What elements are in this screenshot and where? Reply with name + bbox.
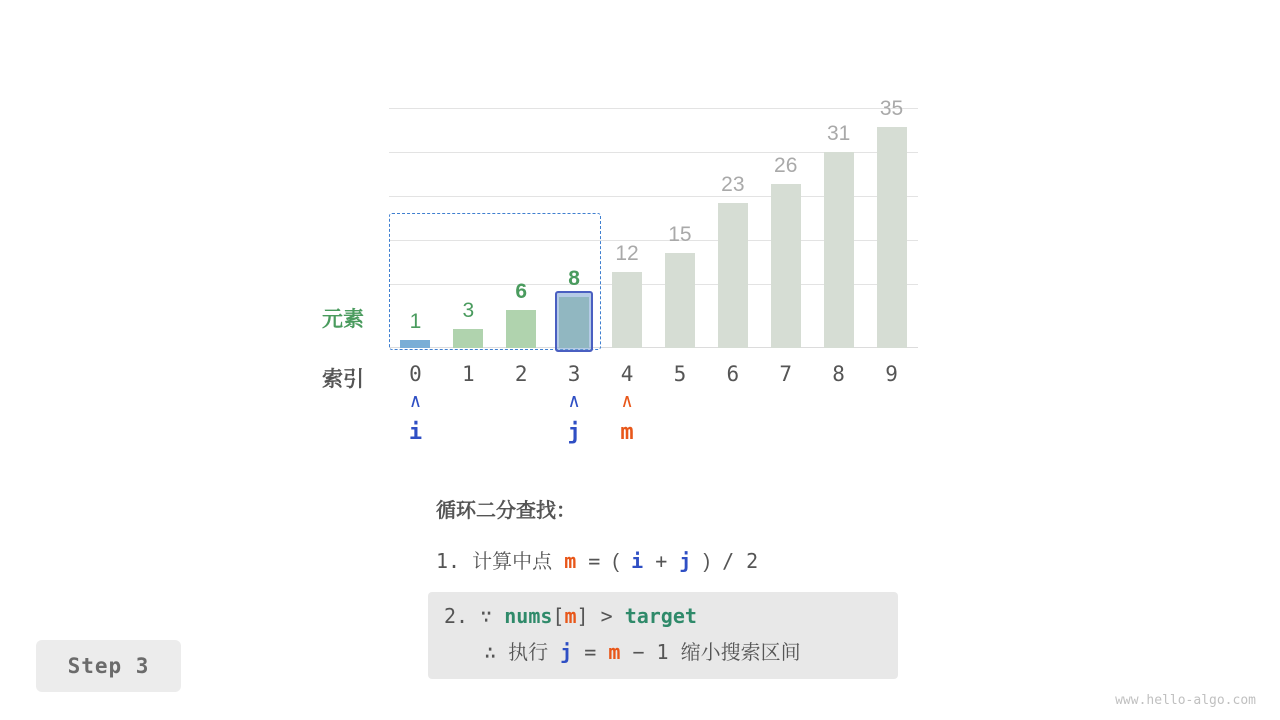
caption-step-2-highlight	[428, 592, 898, 679]
pointer-caret-j: ∧	[568, 390, 580, 412]
bar-value-label: 31	[826, 122, 851, 146]
bar-slot	[865, 96, 918, 348]
index-tick-label: 1	[462, 362, 475, 386]
pointer-label-m: m	[620, 420, 634, 445]
bar	[718, 203, 748, 348]
bar-slot	[706, 108, 759, 348]
index-tick-label: 6	[726, 362, 740, 386]
step1-j: j	[679, 549, 692, 573]
step1-m: m	[564, 549, 577, 573]
caption-step-2-condition	[436, 604, 884, 628]
step2-equals: =	[584, 640, 597, 664]
bar	[877, 127, 907, 348]
bar-value-label: 12	[615, 242, 639, 266]
step1-lparen: (	[612, 551, 620, 573]
caption-step-1	[428, 545, 898, 574]
bar	[612, 272, 642, 348]
pointer-labels	[389, 420, 918, 452]
bar-value-label: 8	[568, 267, 580, 291]
step2-m2: m	[608, 640, 621, 664]
bar-value-label: 26	[774, 153, 798, 177]
index-tick-label: 8	[832, 362, 845, 386]
bar	[824, 152, 854, 348]
step1-number: 1.	[436, 549, 461, 573]
step2-nums: nums	[504, 604, 553, 628]
index-tick-label: 2	[514, 362, 528, 386]
index-tick-label: 5	[673, 362, 687, 386]
step2-tail: 缩小搜索区间	[680, 642, 801, 664]
step2-greater-than: >	[600, 604, 613, 628]
step1-text: 计算中点	[472, 551, 553, 573]
pointer-label-j: j	[567, 420, 581, 445]
step2-therefore: ∴	[484, 640, 497, 664]
row-label-element: 元素	[322, 308, 364, 331]
caption-step-2-action	[436, 636, 884, 665]
step1-divide: / 2	[722, 549, 759, 573]
bar-value-label: 1	[409, 310, 422, 333]
bar-value-label: 35	[879, 96, 904, 120]
step2-target: target	[624, 604, 697, 628]
pointer-label-i: i	[408, 420, 423, 445]
step2-exec: 执行	[508, 642, 549, 664]
pointer-carets	[389, 392, 918, 416]
step2-minus: −	[632, 640, 645, 664]
step1-plus: +	[655, 549, 668, 573]
step2-because: ∵	[480, 604, 493, 628]
index-axis	[389, 362, 918, 390]
bar-value-label: 23	[721, 172, 745, 196]
bar	[771, 184, 801, 348]
index-tick-label: 3	[567, 362, 581, 386]
index-tick-label: 9	[885, 362, 898, 386]
pointer-caret-i: ∧	[409, 390, 422, 412]
bar-value-label: 6	[515, 280, 528, 304]
bar-value-label: 3	[462, 299, 475, 323]
selected-element-box	[555, 291, 593, 352]
step2-j: j	[560, 640, 573, 664]
step2-one: 1	[656, 640, 669, 664]
bar-slot	[812, 108, 865, 348]
index-tick-label: 7	[779, 362, 793, 386]
caption-title: 循环二分查找：	[436, 500, 576, 522]
bar-slot	[601, 108, 654, 348]
row-label-index: 索引	[322, 368, 364, 391]
step2-number: 2.	[444, 604, 469, 628]
watermark: www.hello-algo.com	[1115, 693, 1256, 708]
bar-slot	[654, 108, 707, 348]
step2-lbracket: [	[552, 604, 565, 628]
step2-m: m	[564, 604, 577, 628]
step1-rparen: )	[703, 551, 711, 573]
pointer-caret-m: ∧	[621, 390, 633, 412]
step1-equals: =	[588, 549, 601, 573]
bar-chart	[389, 96, 918, 348]
bar-value-label: 15	[668, 223, 692, 247]
index-tick-label: 0	[409, 362, 422, 386]
caption-block	[428, 494, 898, 679]
step-badge: Step 3	[36, 640, 181, 692]
index-tick-label: 4	[620, 362, 634, 386]
step2-rbracket: ]	[576, 604, 589, 628]
bar-slot	[759, 108, 812, 348]
bar	[665, 253, 695, 348]
step1-i: i	[631, 549, 644, 573]
